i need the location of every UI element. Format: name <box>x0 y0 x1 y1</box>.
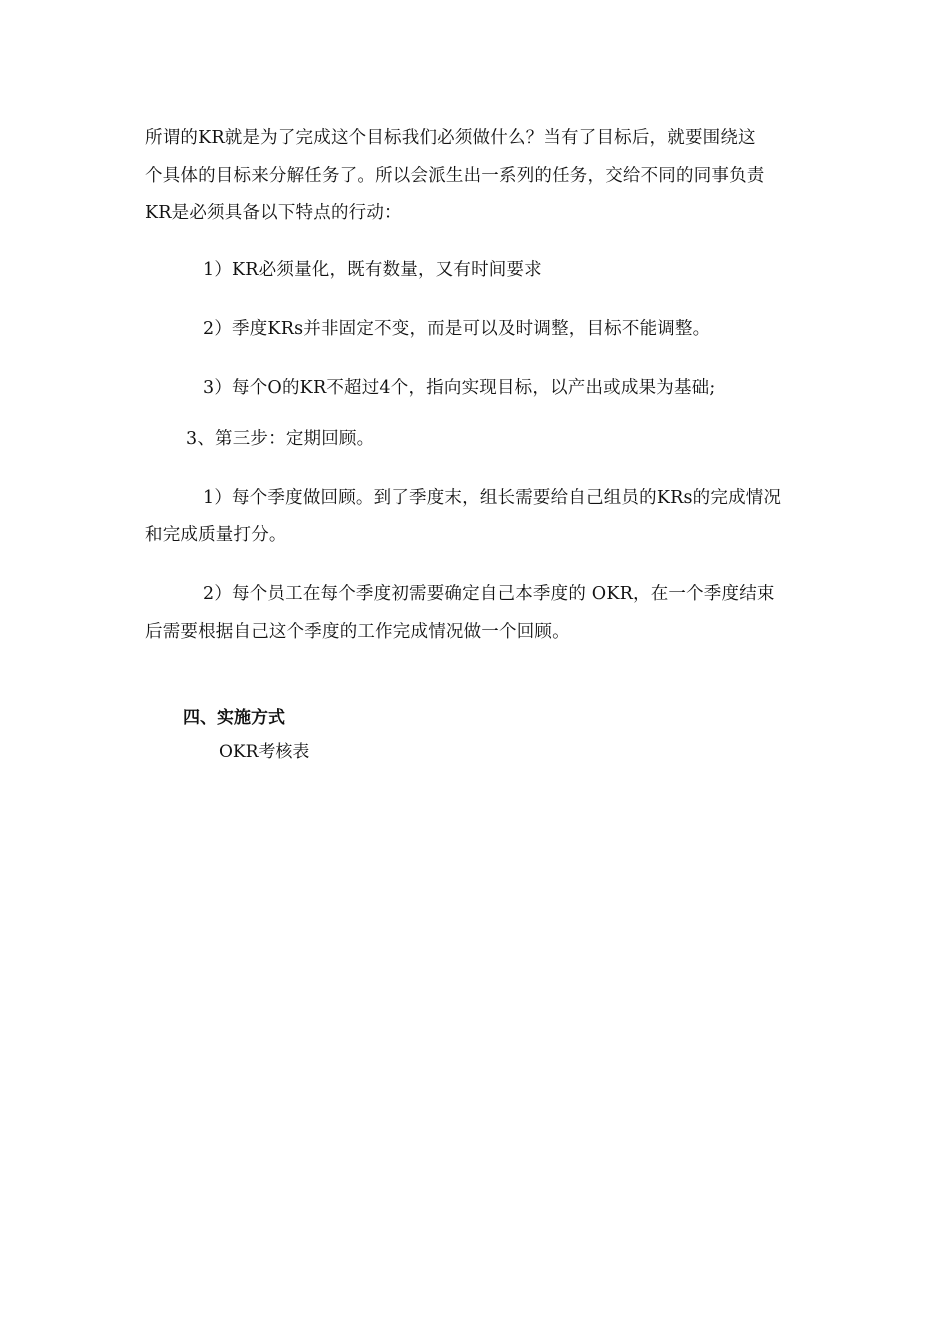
step3-item2-line2: 后需要根据自己这个季度的工作完成情况做一个回顾。 <box>145 622 570 642</box>
kr-point-1: 1）KR必须量化，既有数量，又有时间要求 <box>203 260 542 280</box>
intro-line-1: 所谓的KR就是为了完成这个目标我们必须做什么？当有了目标后，就要围绕这 <box>145 128 756 148</box>
step3-title: 3、第三步：定期回顾。 <box>186 429 375 449</box>
kr-point-2: 2）季度KRs并非固定不变，而是可以及时调整，目标不能调整。 <box>203 319 711 339</box>
intro-line-3: KR是必须具备以下特点的行动： <box>145 203 402 223</box>
section4-subtitle: OKR考核表 <box>219 742 310 762</box>
section4-heading: 四、实施方式 <box>183 708 285 728</box>
step3-item2-line1: 2）每个员工在每个季度初需要确定自己本季度的 OKR，在一个季度结束 <box>203 584 775 604</box>
intro-line-2: 个具体的目标来分解任务了。所以会派生出一系列的任务，交给不同的同事负责 <box>145 166 765 186</box>
kr-point-3: 3）每个O的KR不超过4个，指向实现目标，以产出或成果为基础; <box>203 378 716 398</box>
step3-item1-line2: 和完成质量打分。 <box>145 525 287 545</box>
step3-item1-line1: 1）每个季度做回顾。到了季度末，组长需要给自己组员的KRs的完成情况 <box>203 488 782 508</box>
